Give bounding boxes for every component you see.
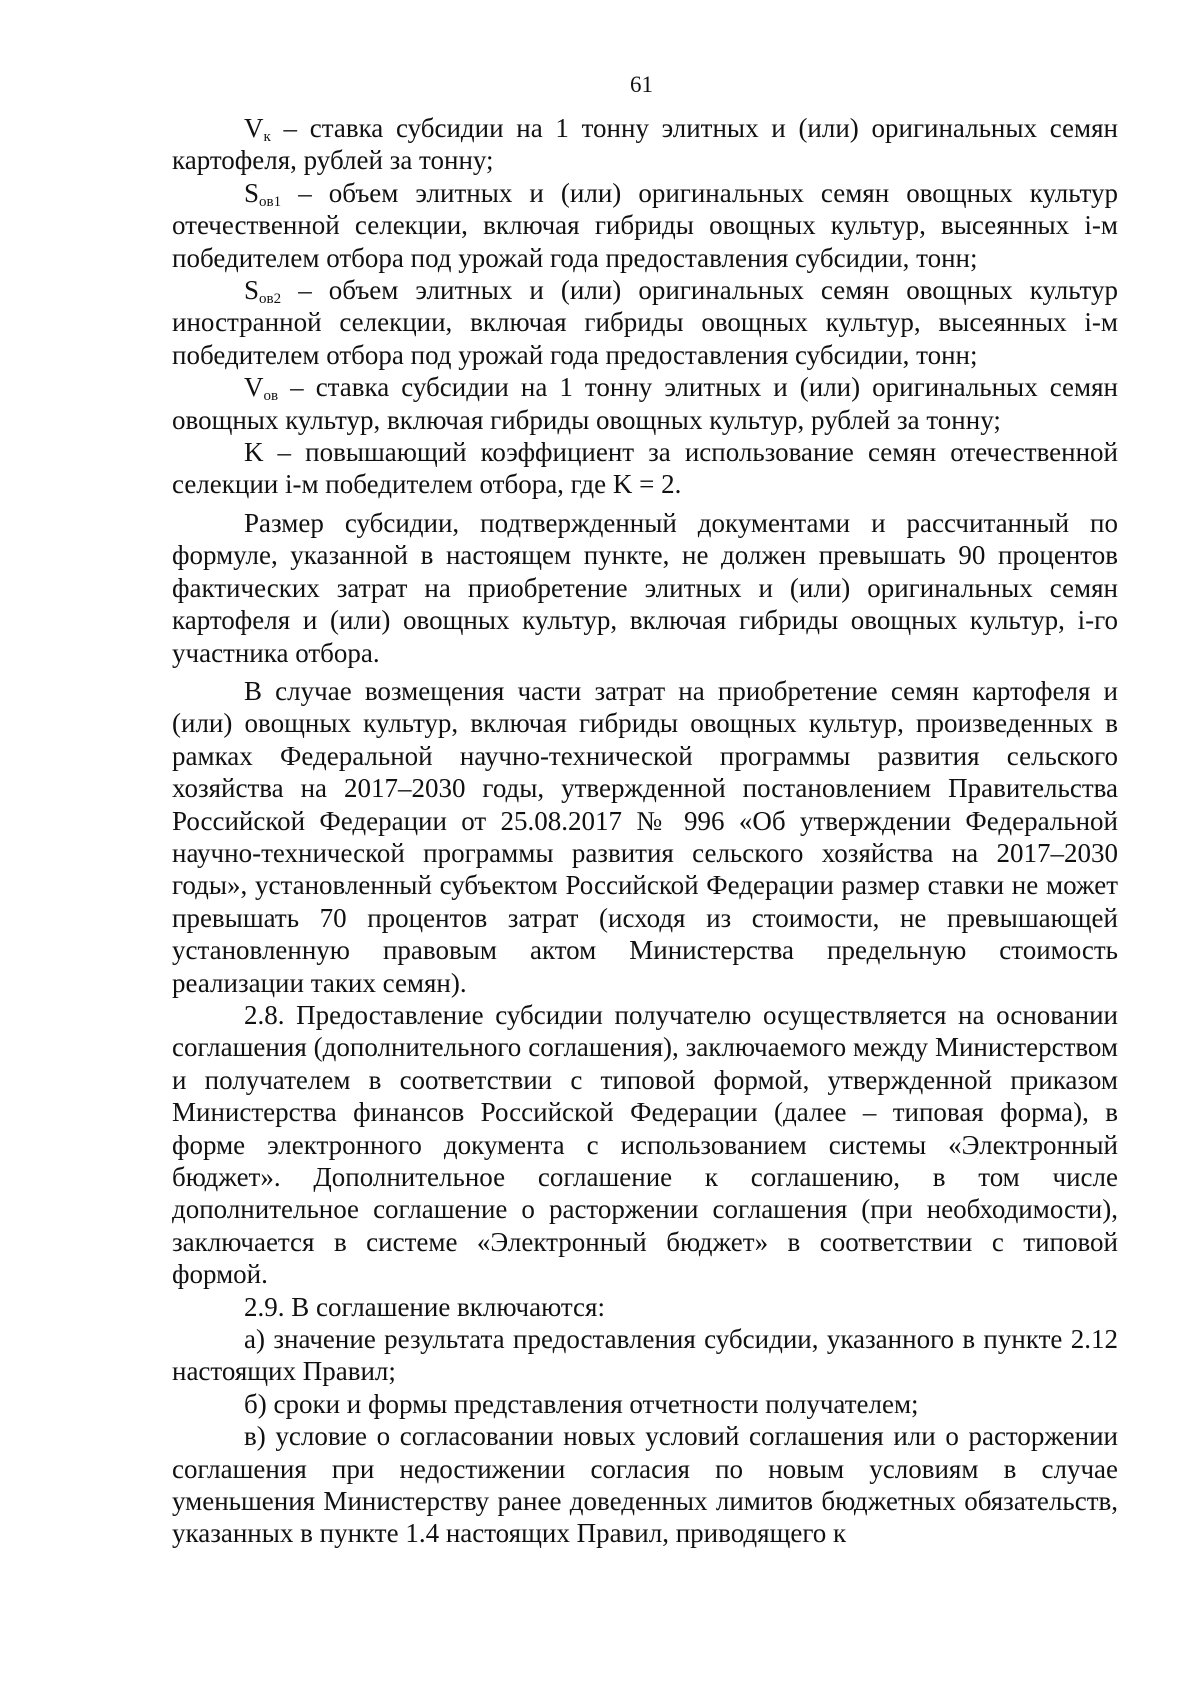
- document-body: [172, 112, 1118, 1550]
- list-item-b: б) сроки и формы представления отчетности получателем;: [244, 1388, 919, 1419]
- definition-text: – ставка субсидии на 1 тонну элитных и (или) оригинальных семян овощных культур, включая гибриды овощных культур, рублей за тонну;: [172, 372, 1118, 435]
- paragraph-compensation: В случае возмещения части затрат на приобретение семян картофеля и (или) овощных культур, включая гибриды овощных культур, произведенных в рамках Федеральной научно-технической программы развития сельского хозяйства на 2017–2030 годы, утвержденной постановлением Правительства Российской Федерации от 25.08.2017 № 996 «Об утверждении Федеральной научно-технической программы развития сельского хозяйства на 2017–2030 годы», установленный субъектом Российской Федерации размер ставки не может превышать 70 процентов затрат (исходя из стоимости, не превышающей установленную правовым актом Министерства предельную стоимость реализации таких семян).: [172, 675, 1118, 998]
- definition-text: – ставка субсидии на 1 тонну элитных и (или) оригинальных семян картофеля, рублей за тонну;: [172, 113, 1118, 176]
- symbol: S: [244, 275, 260, 306]
- list-item-v: в) условие о согласовании новых условий соглашения или о расторжении соглашения при недостижении согласия по новым условиям в случае уменьшения Министерству ранее доведенных лимитов бюджетных обязательств, указанных в пункте 1.4 настоящих Правил, приводящего к: [172, 1421, 1118, 1549]
- symbol-subscript: ов2: [259, 291, 282, 308]
- symbol-subscript: к: [263, 129, 271, 145]
- paragraph-2-9: 2.9. В соглашение включаются:: [244, 1291, 605, 1322]
- symbol-subscript: ов: [263, 388, 279, 405]
- paragraph-size-limit: Размер субсидии, подтвержденный документами и рассчитанный по формуле, указанной в настоящем пункте, не должен превышать 90 процентов фактических затрат на приобретение элитных и (или) оригинальных семян картофеля и (или) овощных культур, включая гибриды овощных культур, i-го участника отбора.: [172, 507, 1118, 668]
- list-item-a: а) значение результата предоставления субсидии, указанного в пункте 2.12 настоящих Правил;: [172, 1324, 1118, 1387]
- definition-vk: [172, 112, 1118, 177]
- definition-sov2: [172, 274, 1118, 371]
- definition-text: – объем элитных и (или) оригинальных семян овощных культур иностранной селекции, включая гибриды овощных культур, высеянных i-м победителем отбора под урожай года предоставления субсидии, тонн;: [172, 275, 1118, 370]
- page-number: 61: [630, 72, 653, 97]
- definition-text: – объем элитных и (или) оригинальных семян овощных культур отечественной селекции, включая гибриды овощных культур, высеянных i-м победителем отбора под урожай года предоставления субсидии, тонн;: [172, 177, 1118, 273]
- symbol: S: [244, 177, 260, 208]
- definition-k: K – повышающий коэффициент за использование семян отечественной селекции i-м победителем отбора, где K = 2.: [172, 437, 1118, 500]
- definition-vov: [172, 371, 1118, 436]
- symbol-subscript: ов1: [259, 193, 282, 210]
- symbol: V: [244, 372, 264, 403]
- paragraph-2-8: 2.8. Предоставление субсидии получателю осуществляется на основании соглашения (дополнительного соглашения), заключаемого между Министерством и получателем в соответствии с типовой формой, утвержденной приказом Министерства финансов Российской Федерации (далее – типовая форма), в форме электронного документа с использованием системы «Электронный бюджет». Дополнительное соглашение к соглашению, в том числе дополнительное соглашение о расторжении соглашения (при необходимости), заключается в системе «Электронный бюджет» в соответствии с типовой формой.: [172, 999, 1118, 1290]
- definition-sov1: [172, 177, 1118, 274]
- symbol: V: [244, 113, 264, 143]
